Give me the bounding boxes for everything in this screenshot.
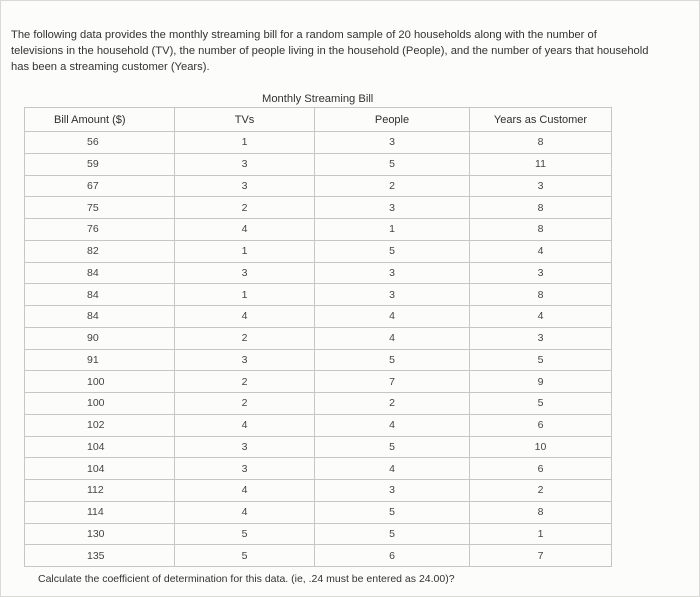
cell-bill-amount: 56 bbox=[25, 132, 175, 154]
cell-tvs: 3 bbox=[175, 153, 315, 175]
header-people: People bbox=[315, 108, 470, 132]
cell-bill-amount: 100 bbox=[25, 371, 175, 393]
table-row bbox=[25, 349, 612, 371]
cell-bill-amount: 130 bbox=[25, 523, 175, 545]
cell-people: 5 bbox=[315, 501, 470, 523]
cell-tvs: 1 bbox=[175, 132, 315, 154]
table-row bbox=[25, 219, 612, 241]
table-row bbox=[25, 306, 612, 328]
table-row bbox=[25, 501, 612, 523]
cell-people: 4 bbox=[315, 458, 470, 480]
cell-tvs: 2 bbox=[175, 371, 315, 393]
table-row bbox=[25, 240, 612, 262]
cell-tvs: 3 bbox=[175, 458, 315, 480]
cell-people: 7 bbox=[315, 371, 470, 393]
cell-tvs: 3 bbox=[175, 262, 315, 284]
cell-years: 8 bbox=[470, 197, 612, 219]
cell-years: 5 bbox=[470, 349, 612, 371]
cell-years: 8 bbox=[470, 219, 612, 241]
cell-people: 6 bbox=[315, 545, 470, 567]
table-row bbox=[25, 262, 612, 284]
cell-bill-amount: 100 bbox=[25, 393, 175, 415]
cell-years: 11 bbox=[470, 153, 612, 175]
cell-people: 5 bbox=[315, 523, 470, 545]
cell-years: 6 bbox=[470, 414, 612, 436]
table-row bbox=[25, 327, 612, 349]
table-row bbox=[25, 153, 612, 175]
cell-people: 4 bbox=[315, 327, 470, 349]
cell-tvs: 2 bbox=[175, 327, 315, 349]
table-row bbox=[25, 480, 612, 502]
cell-years: 3 bbox=[470, 327, 612, 349]
cell-tvs: 4 bbox=[175, 219, 315, 241]
cell-people: 3 bbox=[315, 132, 470, 154]
cell-years: 5 bbox=[470, 393, 612, 415]
cell-bill-amount: 135 bbox=[25, 545, 175, 567]
cell-people: 5 bbox=[315, 153, 470, 175]
header-bill-amount: Bill Amount ($) bbox=[25, 108, 175, 132]
cell-bill-amount: 82 bbox=[25, 240, 175, 262]
cell-years: 6 bbox=[470, 458, 612, 480]
cell-bill-amount: 90 bbox=[25, 327, 175, 349]
cell-tvs: 4 bbox=[175, 501, 315, 523]
cell-bill-amount: 84 bbox=[25, 306, 175, 328]
table-row bbox=[25, 197, 612, 219]
cell-bill-amount: 104 bbox=[25, 458, 175, 480]
cell-tvs: 2 bbox=[175, 393, 315, 415]
cell-years: 2 bbox=[470, 480, 612, 502]
cell-people: 3 bbox=[315, 262, 470, 284]
cell-tvs: 2 bbox=[175, 197, 315, 219]
cell-years: 8 bbox=[470, 284, 612, 306]
header-years: Years as Customer bbox=[470, 108, 612, 132]
cell-years: 9 bbox=[470, 371, 612, 393]
table-row bbox=[25, 458, 612, 480]
cell-bill-amount: 114 bbox=[25, 501, 175, 523]
table-row bbox=[25, 284, 612, 306]
streaming-bill-table bbox=[24, 107, 612, 567]
cell-tvs: 4 bbox=[175, 480, 315, 502]
table-title: Monthly Streaming Bill bbox=[262, 93, 374, 105]
cell-bill-amount: 84 bbox=[25, 284, 175, 306]
table-row bbox=[25, 545, 612, 567]
cell-years: 4 bbox=[470, 306, 612, 328]
cell-bill-amount: 67 bbox=[25, 175, 175, 197]
cell-bill-amount: 76 bbox=[25, 219, 175, 241]
cell-people: 5 bbox=[315, 240, 470, 262]
table-row bbox=[25, 393, 612, 415]
cell-people: 2 bbox=[315, 175, 470, 197]
cell-tvs: 5 bbox=[175, 545, 315, 567]
cell-years: 7 bbox=[470, 545, 612, 567]
table-row bbox=[25, 371, 612, 393]
cell-tvs: 4 bbox=[175, 306, 315, 328]
cell-tvs: 4 bbox=[175, 414, 315, 436]
cell-people: 3 bbox=[315, 480, 470, 502]
cell-tvs: 3 bbox=[175, 175, 315, 197]
cell-people: 5 bbox=[315, 349, 470, 371]
cell-bill-amount: 75 bbox=[25, 197, 175, 219]
table-row bbox=[25, 523, 612, 545]
cell-bill-amount: 91 bbox=[25, 349, 175, 371]
cell-people: 4 bbox=[315, 306, 470, 328]
cell-tvs: 3 bbox=[175, 349, 315, 371]
cell-years: 1 bbox=[470, 523, 612, 545]
question-text: Calculate the coefficient of determination for this data. (ie, .24 must be entered as 24.00)? bbox=[38, 573, 455, 585]
cell-years: 3 bbox=[470, 262, 612, 284]
cell-people: 5 bbox=[315, 436, 470, 458]
cell-people: 4 bbox=[315, 414, 470, 436]
cell-years: 4 bbox=[470, 240, 612, 262]
table-row bbox=[25, 175, 612, 197]
cell-years: 8 bbox=[470, 501, 612, 523]
cell-bill-amount: 84 bbox=[25, 262, 175, 284]
cell-tvs: 1 bbox=[175, 284, 315, 306]
intro-paragraph: The following data provides the monthly streaming bill for a random sample of 20 households along with the number of televisions in the household (TV), the number of people living in the household (People), and the number of years that household has been a streaming customer (Years). bbox=[11, 29, 649, 73]
cell-tvs: 3 bbox=[175, 436, 315, 458]
cell-years: 10 bbox=[470, 436, 612, 458]
cell-people: 2 bbox=[315, 393, 470, 415]
header-tvs: TVs bbox=[175, 108, 315, 132]
table-row bbox=[25, 132, 612, 154]
cell-bill-amount: 102 bbox=[25, 414, 175, 436]
cell-tvs: 5 bbox=[175, 523, 315, 545]
cell-years: 3 bbox=[470, 175, 612, 197]
cell-tvs: 1 bbox=[175, 240, 315, 262]
table-row bbox=[25, 414, 612, 436]
cell-bill-amount: 104 bbox=[25, 436, 175, 458]
table-row bbox=[25, 436, 612, 458]
cell-bill-amount: 112 bbox=[25, 480, 175, 502]
cell-bill-amount: 59 bbox=[25, 153, 175, 175]
cell-years: 8 bbox=[470, 132, 612, 154]
cell-people: 1 bbox=[315, 219, 470, 241]
cell-people: 3 bbox=[315, 284, 470, 306]
cell-people: 3 bbox=[315, 197, 470, 219]
